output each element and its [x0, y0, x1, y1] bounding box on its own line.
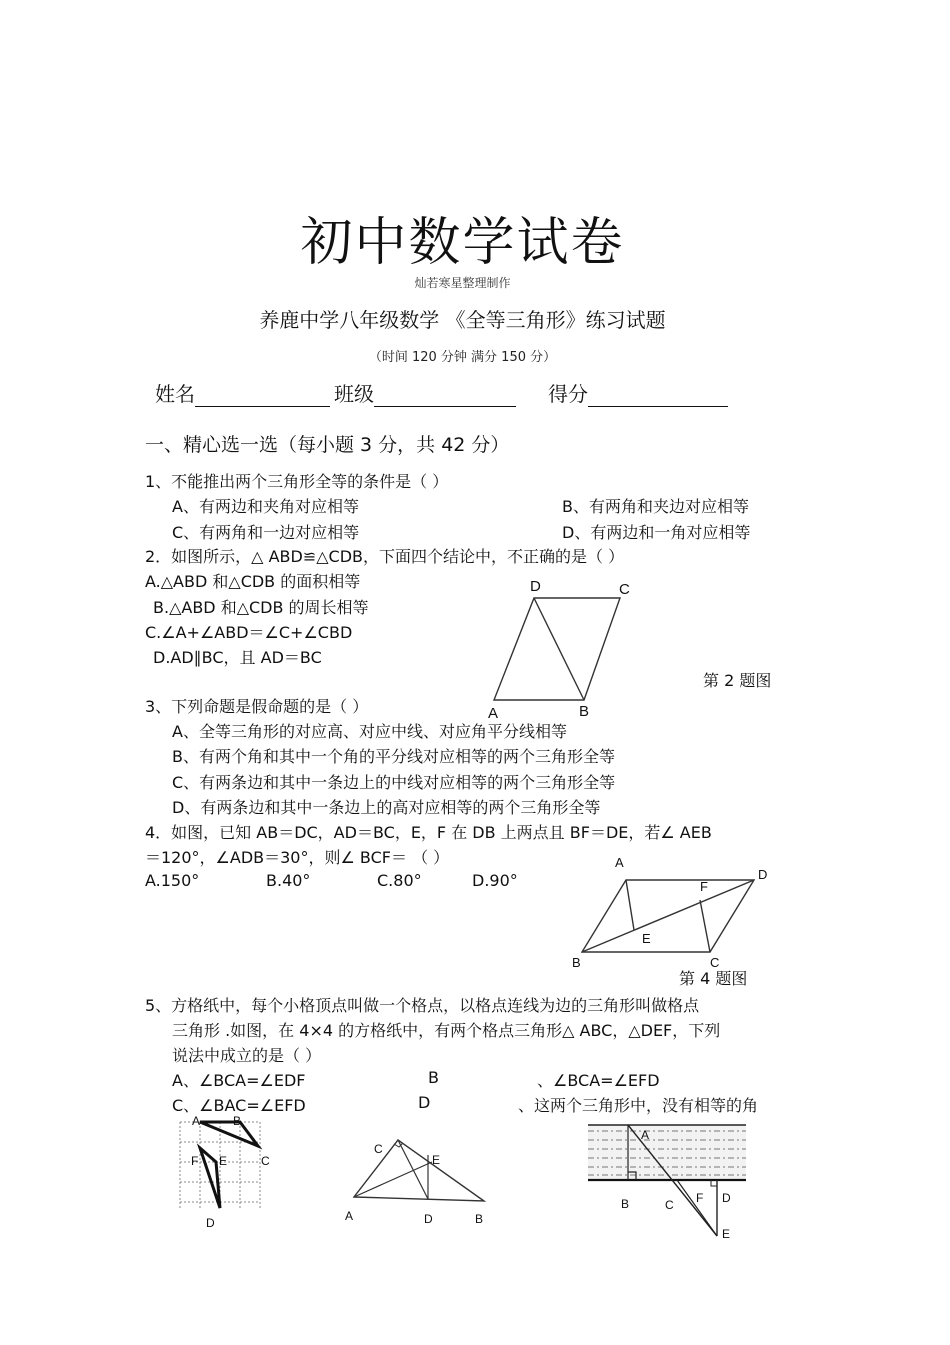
q3-option-b: B、有两个角和其中一个角的平分线对应相等的两个三角形全等	[172, 747, 615, 766]
rt-label-e: E	[432, 1153, 441, 1167]
q3-option-c: C、有两条边和其中一条边上的中线对应相等的两个三角形全等	[172, 773, 616, 792]
q2-option-b: B.△ABD 和△CDB 的周长相等	[153, 598, 369, 617]
st-label-c: C	[665, 1198, 674, 1212]
q4-label-e: E	[642, 931, 651, 946]
q4-segment-ae	[626, 880, 634, 930]
rt-label-a: A	[345, 1209, 354, 1223]
page-subtitle: 灿若寒星整理制作	[414, 276, 511, 290]
q2-stem: 2．如图所示，△ ABD≌△CDB，下面四个结论中，不正确的是（ ）	[145, 547, 625, 566]
q5-stem-line3: 说法中成立的是（ ）	[172, 1046, 322, 1065]
class-field[interactable]	[334, 378, 516, 407]
q4-segment-cf	[700, 900, 710, 952]
st-label-f: F	[696, 1191, 704, 1205]
q4-label-d: D	[758, 867, 768, 882]
q5-option-d-letter: D	[418, 1093, 431, 1112]
q2-option-d: D.AD∥BC，且 AD＝BC	[153, 648, 322, 667]
q3-stem: 3、下列命题是假命题的是（ ）	[145, 697, 369, 716]
segment-cd	[398, 1140, 428, 1199]
rt-label-c: C	[374, 1142, 383, 1156]
grid-label-b: B	[233, 1114, 242, 1128]
q3-option-d: D、有两条边和其中一条边上的高对应相等的两个三角形全等	[172, 798, 601, 817]
q2-label-a: A	[488, 705, 499, 722]
st-label-e: E	[722, 1227, 731, 1241]
q2-label-d: D	[530, 578, 541, 595]
time-info: （时间 120 分钟 满分 150 分）	[368, 350, 557, 365]
q2-option-c: C.∠A+∠ABD＝∠C+∠CBD	[145, 623, 353, 642]
class-blank[interactable]	[374, 386, 516, 407]
rt-label-b: B	[475, 1212, 484, 1226]
q4-figure	[566, 852, 776, 972]
q1-option-b: B、有两角和夹边对应相等	[562, 497, 749, 516]
triangle-def	[200, 1148, 220, 1208]
q2-figure	[480, 572, 640, 722]
page-title: 初中数学试卷	[300, 213, 625, 273]
q2-label-c: C	[619, 581, 630, 598]
q5-option-a: A、∠BCA=∠EDF	[172, 1071, 306, 1090]
q1-stem: 1、不能推出两个三角形全等的条件是（ ）	[145, 472, 449, 491]
q4-option-c: C.80°	[377, 871, 422, 890]
grid-figure	[170, 1112, 285, 1232]
grid-label-a: A	[192, 1114, 201, 1128]
q4-stem-line1: 4．如图，已知 AB＝DC，AD＝BC，E，F 在 DB 上两点且 BF＝DE，若∠ AEB	[145, 823, 712, 842]
grid-label-e: E	[219, 1154, 228, 1168]
q2-diagonal-db	[534, 598, 584, 700]
q4-label-b: B	[572, 955, 581, 970]
q4-option-b: B.40°	[266, 871, 311, 890]
rt-label-d: D	[424, 1212, 433, 1226]
segment-ce	[677, 1180, 717, 1236]
name-field[interactable]	[155, 378, 330, 407]
st-label-b: B	[621, 1197, 630, 1211]
q5-stem-line2: 三角形 .如图，在 4×4 的方格纸中，有两个格点三角形△ ABC，△DEF，下列	[172, 1021, 721, 1040]
score-label: 得分	[548, 382, 588, 406]
q5-option-b-text: 、∠BCA=∠EFD	[537, 1071, 660, 1090]
striped-figure	[585, 1118, 750, 1245]
q2-option-a: A.△ABD 和△CDB 的面积相等	[145, 572, 361, 591]
grid-label-f: F	[191, 1154, 199, 1168]
q5-option-b-letter: B	[428, 1068, 439, 1087]
st-label-a: A	[641, 1128, 650, 1142]
grid-label-c: C	[261, 1154, 270, 1168]
segment-ae	[354, 1162, 432, 1197]
q1-option-d: D、有两边和一角对应相等	[562, 523, 751, 542]
right-triangle-figure	[340, 1130, 500, 1230]
q2-caption: 第 2 题图	[703, 671, 772, 690]
grid-label-d: D	[206, 1216, 215, 1230]
score-field[interactable]	[548, 378, 728, 407]
st-label-d: D	[722, 1191, 731, 1205]
q1-option-c: C、有两角和一边对应相等	[172, 523, 360, 542]
q5-option-c: C、∠BAC=∠EFD	[172, 1096, 306, 1115]
q2-label-b: B	[579, 703, 590, 720]
q4-option-a: A.150°	[145, 871, 200, 890]
q4-label-a: A	[615, 855, 624, 870]
q4-option-d: D.90°	[472, 871, 518, 890]
score-blank[interactable]	[588, 386, 728, 407]
class-label: 班级	[334, 382, 374, 406]
q5-option-d-text: 、这两个三角形中，没有相等的角	[518, 1096, 759, 1115]
q4-stem-line2: ＝120°，∠ADB＝30°，则∠ BCF＝ （ ）	[145, 848, 450, 867]
striped-area	[588, 1125, 746, 1180]
q1-option-a: A、有两边和夹角对应相等	[172, 497, 359, 516]
name-blank[interactable]	[195, 386, 330, 407]
section-title: 一、精心选一选（每小题 3 分，共 42 分）	[145, 434, 510, 456]
q5-stem-line1: 5、方格纸中，每个小格顶点叫做一个格点，以格点连线为边的三角形叫做格点	[145, 996, 700, 1015]
q4-label-f: F	[700, 879, 708, 894]
q4-diagonal-bd	[582, 880, 754, 952]
q4-caption: 第 4 题图	[679, 969, 748, 988]
name-label: 姓名	[155, 382, 195, 406]
q3-option-a: A、全等三角形的对应高、对应中线、对应角平分线相等	[172, 722, 567, 741]
exam-title: 养鹿中学八年级数学 《全等三角形》练习试题	[259, 308, 666, 332]
q4-label-c: C	[710, 955, 720, 970]
q2-parallelogram	[494, 598, 620, 700]
